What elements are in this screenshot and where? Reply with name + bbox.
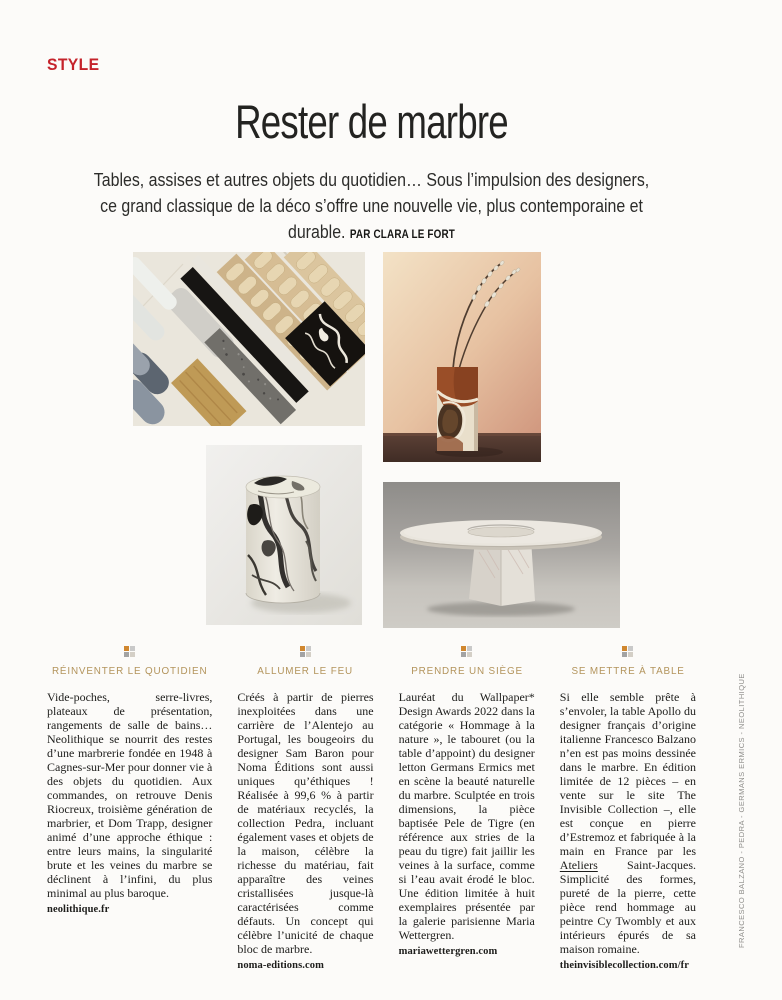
mosaic-grid-icon — [461, 646, 472, 657]
column-heading: ALLUMER LE FEU — [257, 665, 354, 677]
column-reinventer-le-quotidien — [47, 646, 212, 971]
column-se-mettre-a-table — [560, 646, 696, 971]
column-prendre-un-siege — [399, 646, 535, 971]
mosaic-grid-icon — [300, 646, 311, 657]
mosaic-grid-icon — [124, 646, 135, 657]
mosaic-grid-icon — [622, 646, 633, 657]
photo-pedra-vase — [383, 252, 541, 462]
column-body — [560, 690, 696, 956]
column-body: Vide-poches, serre-livres, plateaux de présentation, rangements de salle de bains… Neolithique se nourrit des restes d’une marbrerie fondée en 1948 à Cagnes-sur-Mer pour donner vie à des objets du quotidien. Aux commandes, on retrouve Denis Riocreux, troisième génération de marbrier, et Dom Trapp, designer animé d’une approche éthique : entre leurs mains, la singularité brute et les veines du marbre se déclinent à l’infini, du plus minimal au plus baroque. — [47, 690, 213, 900]
page-title: Rester de marbre — [235, 95, 508, 148]
section-label: STYLE — [47, 56, 100, 74]
column-url: mariawettergren.com — [398, 946, 498, 957]
photo-apollo-table — [383, 482, 620, 628]
column-heading: SE METTRE À TABLE — [571, 665, 685, 677]
column-url: neolithique.fr — [47, 904, 110, 915]
column-body: Créés à partir de pierres inexploitées dans une carrière de l’Alentejo au Portugal, les bougeoirs du designer Sam Baron pour Noma Éditions sont aussi uniques qu’éthiques ! Réalisée à 99,6 % à partir de matériaux recyclés, la collection Pedra, incluant également vases et objets de la maison, célèbre la richesse du matériau, fait apparaître des veines cristallisées jusque-là caractérisées comme défauts. Un concept qui célèbre l’unicité de chaque bloc de marbre. — [237, 690, 374, 956]
ateliers-underlined-text: Ateliers — [559, 858, 598, 872]
photo-pele-de-tigre-stool — [206, 445, 362, 625]
column-url: theinvisiblecollection.com/fr — [559, 960, 689, 971]
standfirst-line1: Tables, assises et autres objets du quotidien… Sous l’impulsion des designers, — [93, 169, 650, 190]
column-body-text: Si elle semble prête à s’envoler, la table Apollo du designer français d’origine italienne Francesco Balzano n’en est pas moins dessinée dans le marbre. En édition limitée de 12 pièces – en vente sur le site The Invisible Collection –, elle est conçue en pierre d’Estremoz et fabriquée à la main en France par les — [559, 690, 696, 858]
column-allumer-le-feu — [237, 646, 373, 971]
standfirst — [69, 167, 674, 248]
column-body-text: Saint-Jacques. Simplicité des formes, pureté de la pierre, cette pièce rend hommage au peintre Cy Twombly et aux intérieurs épurés de sa maison romaine. — [559, 858, 696, 956]
photo-marble-samples — [133, 252, 365, 426]
byline: PAR CLARA LE FORT — [349, 229, 456, 241]
photo-credit-vertical: FRANCESCO BALZANO - PEDRA - GERMANS ERMICS - NEOLITHIQUE — [737, 673, 746, 948]
standfirst-line2: ce grand classique de la déco s’offre une nouvelle vie, plus contemporaine et durable. — [100, 195, 643, 242]
column-heading: RÉINVENTER LE QUOTIDIEN — [51, 665, 208, 677]
column-body: Lauréat du Wallpaper* Design Awards 2022 dans la catégorie « Hommage à la nature », le tabouret (ou la table d’appoint) du designer letton Germans Ermics met en scène la beauté naturelle du marbre. Sculptée en trois dimensions, la pièce baptisée Pele de Tigre (en référence aux stries de la peau du tigre) fait jaillir les veines à la surface, comme si l’eau avait érodé le bloc. Une édition limitée à huit exemplaires présentée par la galerie parisienne Maria Wettergren. — [398, 690, 535, 942]
article-columns — [47, 646, 696, 971]
column-url: noma-editions.com — [237, 960, 324, 971]
column-heading: PRENDRE UN SIÈGE — [410, 665, 523, 677]
